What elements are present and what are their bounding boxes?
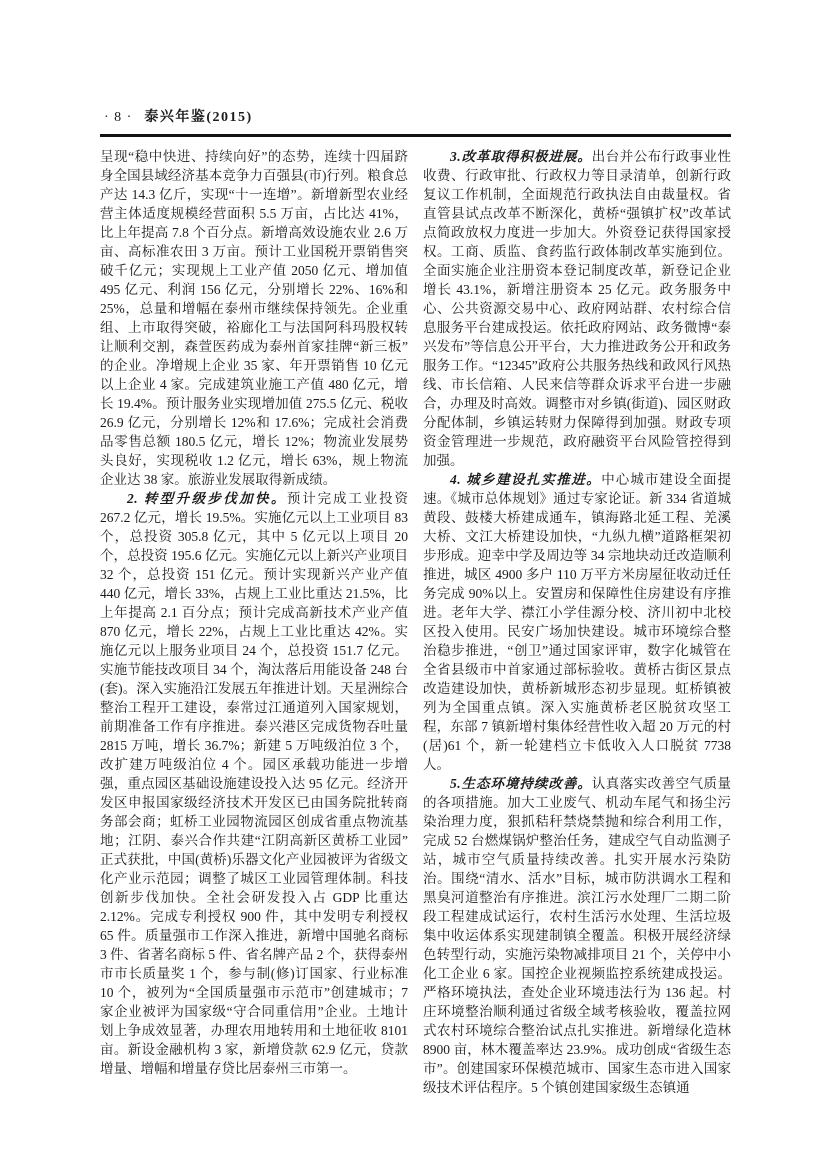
paragraph: [423, 470, 731, 774]
book-title: 泰兴年鉴(2015): [144, 110, 253, 125]
text-columns: [100, 147, 731, 1097]
page-number: · 8 ·: [104, 110, 133, 125]
section-heading: 2. 转型升级步伐加快。: [127, 491, 287, 506]
paragraph: [423, 774, 731, 1097]
paragraph: [100, 489, 408, 1078]
section-heading: 4. 城乡建设扎实推进。: [450, 472, 602, 487]
section-heading: 3.改革取得积极进展。: [450, 149, 592, 164]
right-column: [423, 147, 731, 1097]
header-rule: [100, 134, 731, 137]
paragraph-text: 中心城市建设全面提速。《城市总体规划》通过专家论证。新 334 省道城黄段、鼓楼大桥建成通车，镇海路北延工程、羌溪大桥、文江大桥建设加快，“九纵九横”道路框架初步形成。迎幸中学及周边等 34 宗地块动迁改造顺利推进，城区 4900 多户 110 万平方米房屋征收动迁任务完成 90%以上。安置房和保障性住房建设有序推进。老年大学、襟江小学佳源分校、济川初中北校区投入使用。民安广场加快建设。城市环境综合整治稳步推进，“创卫”通过国家评审，数字化城管在全省县级市中首家通过部标验收。黄桥古街区景点改造建设加快，黄桥新城形态初步显现。虹桥镇被列为全国重点镇。深入实施黄桥老区脱贫攻坚工程，东部 7 镇新增村集体经营性收入超 20 万元的村(居)61 个，新一轮建档立卡低收入人口脱贫 7738 人。: [423, 472, 732, 772]
paragraph: [423, 147, 731, 470]
running-header: [100, 106, 731, 126]
paragraph-text: 出台并公布行政事业性收费、行政审批、行政权力等目录清单，创新行政复议工作机制，全面规范行政执法自由裁量权。省直管县试点改革不断深化，黄桥“强镇扩权”改革试点简政放权力度进一步加大。外资登记获得国家授权。工商、质监、食药监行政体制改革实施到位。全面实施企业注册资本登记制度改革，新登记企业增长 43.1%，新增注册资本 25 亿元。政务服务中心、公共资源交易中心、政府网站群、农村综合信息服务平台建成投运。依托政府网站、政务微博“泰兴发布”等信息公开平台，大力推进政务公开和政务服务工作。“12345”政府公共服务热线和政风行风热线、市长信箱、人民来信等群众诉求平台进一步融合，办理及时高效。调整市对乡镇(街道)、园区财政分配体制，乡镇运转财力保障得到加强。财政专项资金管理进一步规范，政府融资平台风险管控得到加强。: [423, 149, 732, 468]
left-column: [100, 147, 408, 1097]
section-heading: 5.生态环境持续改善。: [450, 776, 592, 791]
paragraph: [100, 147, 408, 489]
paragraph-text: 预计完成工业投资 267.2 亿元，增长 19.5%。实施亿元以上工业项目 83 个，总投资 305.8 亿元，其中 5 亿元以上项目 20 个，总投资 195.6 亿元。实施亿元以上新兴产业项目 32 个，总投资 151 亿元。预计实现新兴产业产值 440 亿元，增长 33%，占规上工业比重达 21.5%，比上年提高 2.1 百分点；预计完成高新技术产业产值 870 亿元，增长 22%，占规上工业比重达 42%。实施亿元以上服务业项目 24 个，总投资 151.7 亿元。实施节能技改项目 34 个，淘汰落后用能设备 248 台(套)。深入实施沿江发展五年推进计划。天星洲综合整治工程开工建设，泰常过江通道列入国家规划，前期准备工作有序推进。泰兴港区完成货物吞吐量 2815 万吨，增长 36.7%；新建 5 万吨级泊位 3 个，改扩建万吨级泊位 4 个。园区承载功能进一步增强，重点园区基础设施建设投入达 95 亿元。经济开发区申报国家级经济技术开发区已由国务院批转商务部会商；虹桥工业园物流园区创成省重点物流基地；江阴、泰兴合作共建“江阴高新区黄桥工业园”正式获批，中国(黄桥)乐器文化产业园被评为省级文化产业示范园；调整了城区工业园管理体制。科技创新步伐加快。全社会研发投入占 GDP 比重达 2.12%。完成专利授权 900 件，其中发明专利授权 65 件。质量强市工作深入推进，新增中国驰名商标 3 件、省著名商标 5 件、省名牌产品 2 个，获得泰州市市长质量奖 1 个，参与制(修)订国家、行业标准 10 个，被列为“全国质量强市示范市”创建城市；7 家企业被评为国家级“守合同重信用”企业。土地计划上争成效显著，办理农用地转用和土地征收 8101 亩。新设金融机构 3 家，新增贷款 62.9 亿元，贷款增量、增幅和增量存贷比居泰州三市第一。: [100, 491, 409, 1076]
paragraph-text: 认真落实改善空气质量的各项措施。加大工业废气、机动车尾气和扬尘污染治理力度，狠抓秸秆禁烧禁抛和综合利用工作，完成 52 台燃煤锅炉整治任务，建成空气自动监测子站，城市空气质量持续改善。扎实开展水污染防治。围绕“清水、活水”目标，城市防洪调水工程和黑臭河道整治有序推进。滨江污水处理厂二期二阶段工程建成试运行，农村生活污水处理、生活垃圾集中收运体系实现建制镇全覆盖。积极开展经济绿色转型行动，实施污染物减排项目 21 个，关停中小化工企业 6 家。国控企业视频监控系统建成投运。严格环境执法，查处企业环境违法行为 136 起。村庄环境整治顺利通过省级全域考核验收，覆盖拉网式农村环境综合整治试点扎实推进。新增绿化造林 8900 亩，林木覆盖率达 23.9%。成功创成“省级生态市”。创建国家环保模范城市、国家生态市进入国家级技术评估程序。5 个镇创建国家级生态镇通: [423, 776, 732, 1095]
paragraph-text: 呈现“稳中快进、持续向好”的态势，连续十四届跻身全国县域经济基本竞争力百强县(市)行列。粮食总产达 14.3 亿斤，实现“十一连增”。新增新型农业经营主体适度规模经营面积 5.5 万亩，占比达 41%，比上年提高 7.8 个百分点。新增高效设施农业 2.6 万亩、高标准农田 3 万亩。预计工业国税开票销售突破千亿元；实现规上工业产值 2050 亿元、增加值 495 亿元、利润 156 亿元，分别增长 22%、16%和 25%，总量和增幅在泰州市继续保持领先。企业重组、上市取得突破，裕廊化工与法国阿科玛股权转让顺利交割，森萱医药成为泰州首家挂牌“新三板”的企业。净增规上企业 35 家、年开票销售 10 亿元以上企业 4 家。完成建筑业施工产值 480 亿元，增长 19.4%。预计服务业实现增加值 275.5 亿元、税收 26.9 亿元，分别增长 12%和 17.6%；完成社会消费品零售总额 180.5 亿元，增长 12%；物流业发展势头良好，实现税收 1.2 亿元，增长 63%，规上物流企业达 38 家。旅游业发展取得新成绩。: [100, 149, 408, 487]
